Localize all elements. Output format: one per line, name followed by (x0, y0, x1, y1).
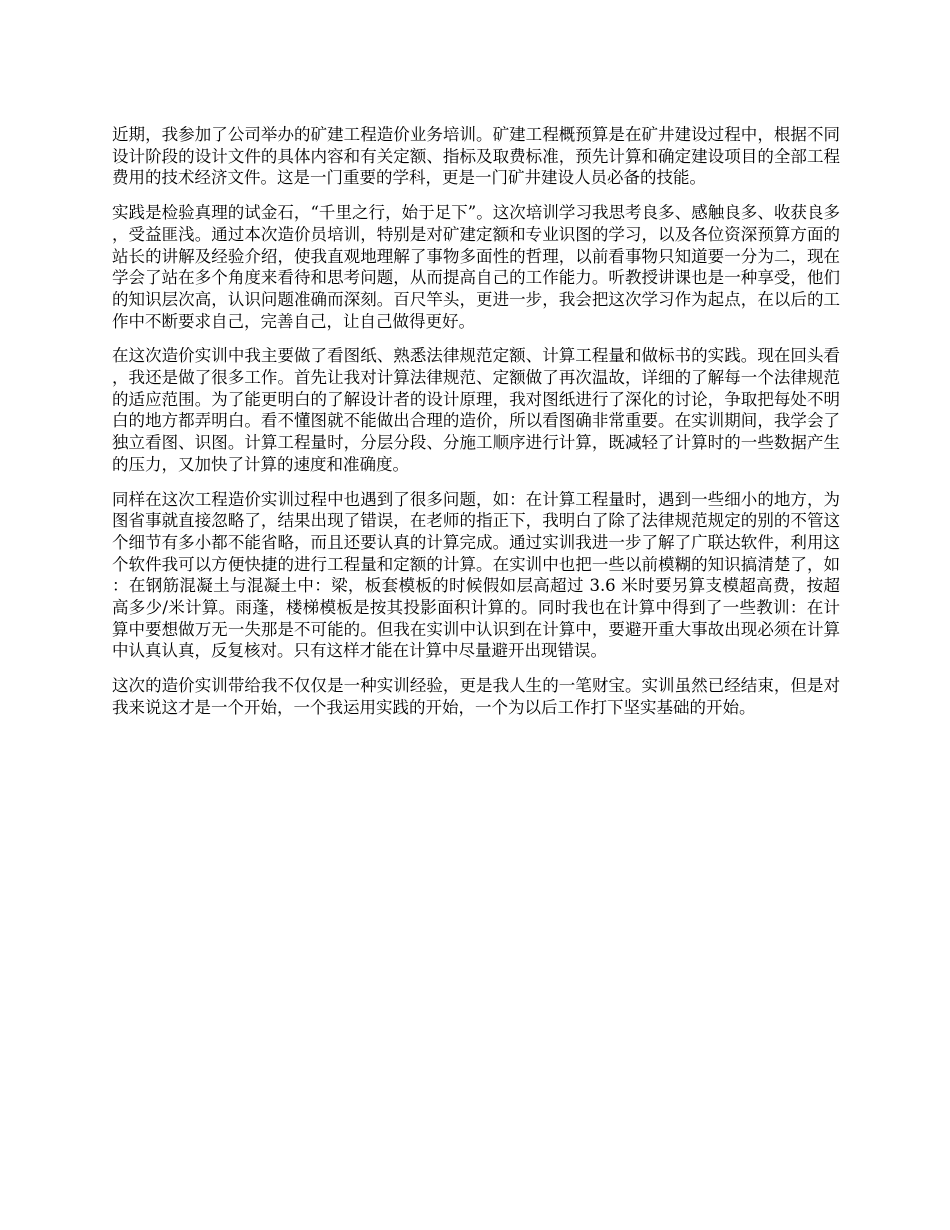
paragraph-5: 这次的造价实训带给我不仅仅是一种实训经验，更是我人生的一笔财宝。实训虽然已经结束，但是对我来说这才是一个开始，一个我运用实践的开始，一个为以后工作打下坚实基础的开始。 (112, 676, 840, 717)
paragraph-3: 在这次造价实训中我主要做了看图纸、熟悉法律规范定额、计算工程量和做标书的实践。现在回头看，我还是做了很多工作。首先让我对计算法律规范、定额做了再次温故，详细的了解每一个法律规范的适应范围。为了能更明白的了解设计者的设计原理，我对图纸进行了深化的讨论，争取把每处不明白的地方都弄明白。看不懂图就不能做出合理的造价，所以看图确非常重要。在实训期间，我学会了独立看图、识图。计算工程量时，分层分段、分施工顺序进行计算，既减轻了计算时的一些数据产生的压力，又加快了计算的速度和准确度。 (112, 346, 840, 474)
paragraph-2: 实践是检验真理的试金石，“千里之行，始于足下”。这次培训学习我思考良多、感触良多、收获良多，受益匪浅。通过本次造价员培训，特别是对矿建定额和专业识图的学习，以及各位资深预算方面的站长的讲解及经验介绍，使我直观地理解了事物多面性的哲理，以前看事物只知道要一分为二，现在学会了站在多个角度来看待和思考问题，从而提高自己的工作能力。听教授讲课也是一种享受，他们的知识层次高，认识问题准确而深刻。百尺竿头，更进一步，我会把这次学习作为起点，在以后的工作中不断要求自己，完善自己，让自己做得更好。 (112, 203, 840, 331)
paragraph-1: 近期，我参加了公司举办的矿建工程造价业务培训。矿建工程概预算是在矿井建设过程中，根据不同设计阶段的设计文件的具体内容和有关定额、指标及取费标准，预先计算和确定建设项目的全部工程费用的技术经济文件。这是一门重要的学科，更是一门矿井建设人员必备的技能。 (112, 125, 840, 188)
paragraph-4: 同样在这次工程造价实训过程中也遇到了很多问题，如：在计算工程量时，遇到一些细小的地方，为图省事就直接忽略了，结果出现了错误，在老师的指正下，我明白了除了法律规范规定的别的不管这个细节有多小都不能省略，而且还要认真的计算完成。通过实训我进一步了解了广联达软件，利用这个软件我可以方便快捷的进行工程量和定额的计算。在实训中也把一些以前模糊的知识搞清楚了，如：在钢筋混凝土与混凝土中：梁，板套模板的时候假如层高超过 3.6 米时要另算支模超高费，按超高多少/米计算。雨蓬，楼梯模板是按其投影面积计算的。同时我也在计算中得到了一些教训：在计算中要想做万无一失那是不可能的。但我在实训中认识到在计算中，要避开重大事故出现必须在计算中认真认真，反复核对。只有这样才能在计算中尽量避开出现错误。 (112, 489, 840, 661)
document-body (112, 124, 840, 732)
